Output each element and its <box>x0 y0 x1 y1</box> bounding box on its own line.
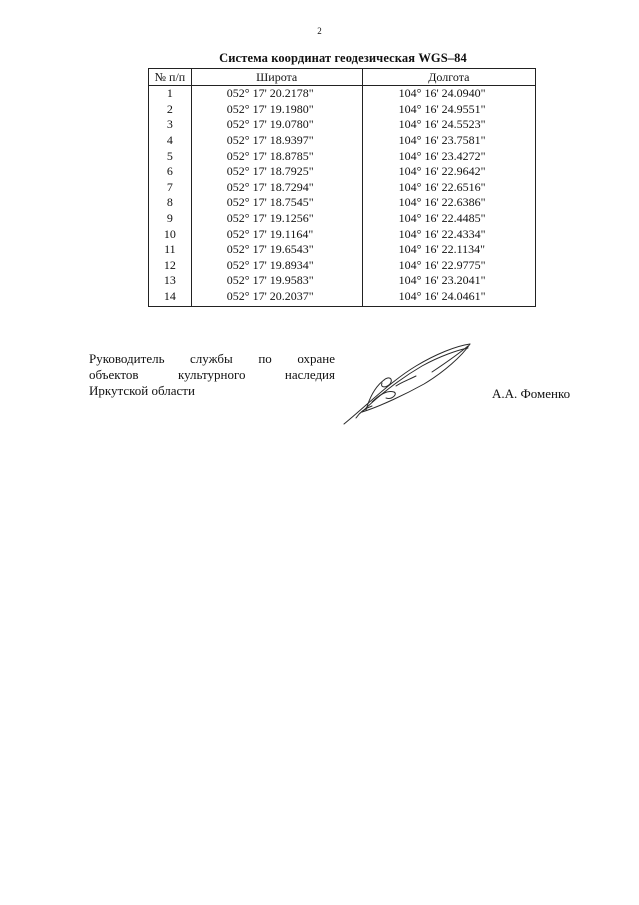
cell-longitude: 104° 16' 24.0461" <box>362 289 535 307</box>
cell-num: 8 <box>149 195 192 211</box>
table-row <box>149 289 536 307</box>
cell-num: 13 <box>149 273 192 289</box>
cell-longitude: 104° 16' 22.6386" <box>362 195 535 211</box>
cell-latitude: 052° 17' 19.1164" <box>191 226 362 242</box>
cell-longitude: 104° 16' 24.9551" <box>362 102 535 118</box>
coordinates-table <box>148 68 536 307</box>
table-title: Система координат геодезическая WGS–84 <box>219 51 467 65</box>
cell-longitude: 104° 16' 22.4334" <box>362 226 535 242</box>
cell-longitude: 104° 16' 22.9775" <box>362 258 535 274</box>
table-row <box>149 211 536 227</box>
table-row <box>149 180 536 196</box>
cell-num: 3 <box>149 117 192 133</box>
cell-latitude: 052° 17' 19.1256" <box>191 211 362 227</box>
cell-latitude: 052° 17' 18.8785" <box>191 148 362 164</box>
cell-longitude: 104° 16' 23.7581" <box>362 133 535 149</box>
cell-num: 4 <box>149 133 192 149</box>
cell-latitude: 052° 17' 19.0780" <box>191 117 362 133</box>
cell-longitude: 104° 16' 23.4272" <box>362 148 535 164</box>
cell-latitude: 052° 17' 18.7294" <box>191 180 362 196</box>
cell-num: 5 <box>149 148 192 164</box>
cell-num: 12 <box>149 258 192 274</box>
cell-latitude: 052° 17' 18.7925" <box>191 164 362 180</box>
handwritten-signature <box>336 336 476 428</box>
table-row <box>149 273 536 289</box>
cell-num: 14 <box>149 289 192 307</box>
table-row <box>149 102 536 118</box>
table-header-row <box>149 69 536 86</box>
signer-position-line: объектов культурного наследия <box>89 367 335 382</box>
cell-num: 1 <box>149 86 192 102</box>
table-body <box>149 86 536 307</box>
cell-longitude: 104° 16' 22.4485" <box>362 211 535 227</box>
cell-num: 2 <box>149 102 192 118</box>
header-longitude: Долгота <box>362 69 535 86</box>
cell-num: 6 <box>149 164 192 180</box>
table-row <box>149 226 536 242</box>
table-row <box>149 86 536 102</box>
cell-latitude: 052° 17' 19.1980" <box>191 102 362 118</box>
cell-latitude: 052° 17' 19.6543" <box>191 242 362 258</box>
page-number: 2 <box>317 26 322 36</box>
cell-latitude: 052° 17' 20.2178" <box>191 86 362 102</box>
cell-latitude: 052° 17' 18.9397" <box>191 133 362 149</box>
cell-latitude: 052° 17' 20.2037" <box>191 289 362 307</box>
table-row <box>149 195 536 211</box>
cell-num: 11 <box>149 242 192 258</box>
cell-num: 9 <box>149 211 192 227</box>
signer-position <box>89 351 335 399</box>
cell-longitude: 104° 16' 22.9642" <box>362 164 535 180</box>
cell-longitude: 104° 16' 24.5523" <box>362 117 535 133</box>
table-row <box>149 117 536 133</box>
cell-longitude: 104° 16' 23.2041" <box>362 273 535 289</box>
cell-latitude: 052° 17' 18.7545" <box>191 195 362 211</box>
table-row <box>149 133 536 149</box>
cell-latitude: 052° 17' 19.8934" <box>191 258 362 274</box>
cell-latitude: 052° 17' 19.9583" <box>191 273 362 289</box>
header-latitude: Широта <box>191 69 362 86</box>
table-row <box>149 164 536 180</box>
signer-position-line: Руководитель службы по охране <box>89 351 335 366</box>
signer-name: А.А. Фоменко <box>492 386 571 401</box>
cell-num: 10 <box>149 226 192 242</box>
cell-longitude: 104° 16' 22.1134" <box>362 242 535 258</box>
table-row <box>149 242 536 258</box>
cell-longitude: 104° 16' 22.6516" <box>362 180 535 196</box>
table-row <box>149 148 536 164</box>
signer-position-line: Иркутской области <box>89 383 195 398</box>
header-num: № п/п <box>149 69 192 86</box>
cell-longitude: 104° 16' 24.0940" <box>362 86 535 102</box>
cell-num: 7 <box>149 180 192 196</box>
table-row <box>149 258 536 274</box>
